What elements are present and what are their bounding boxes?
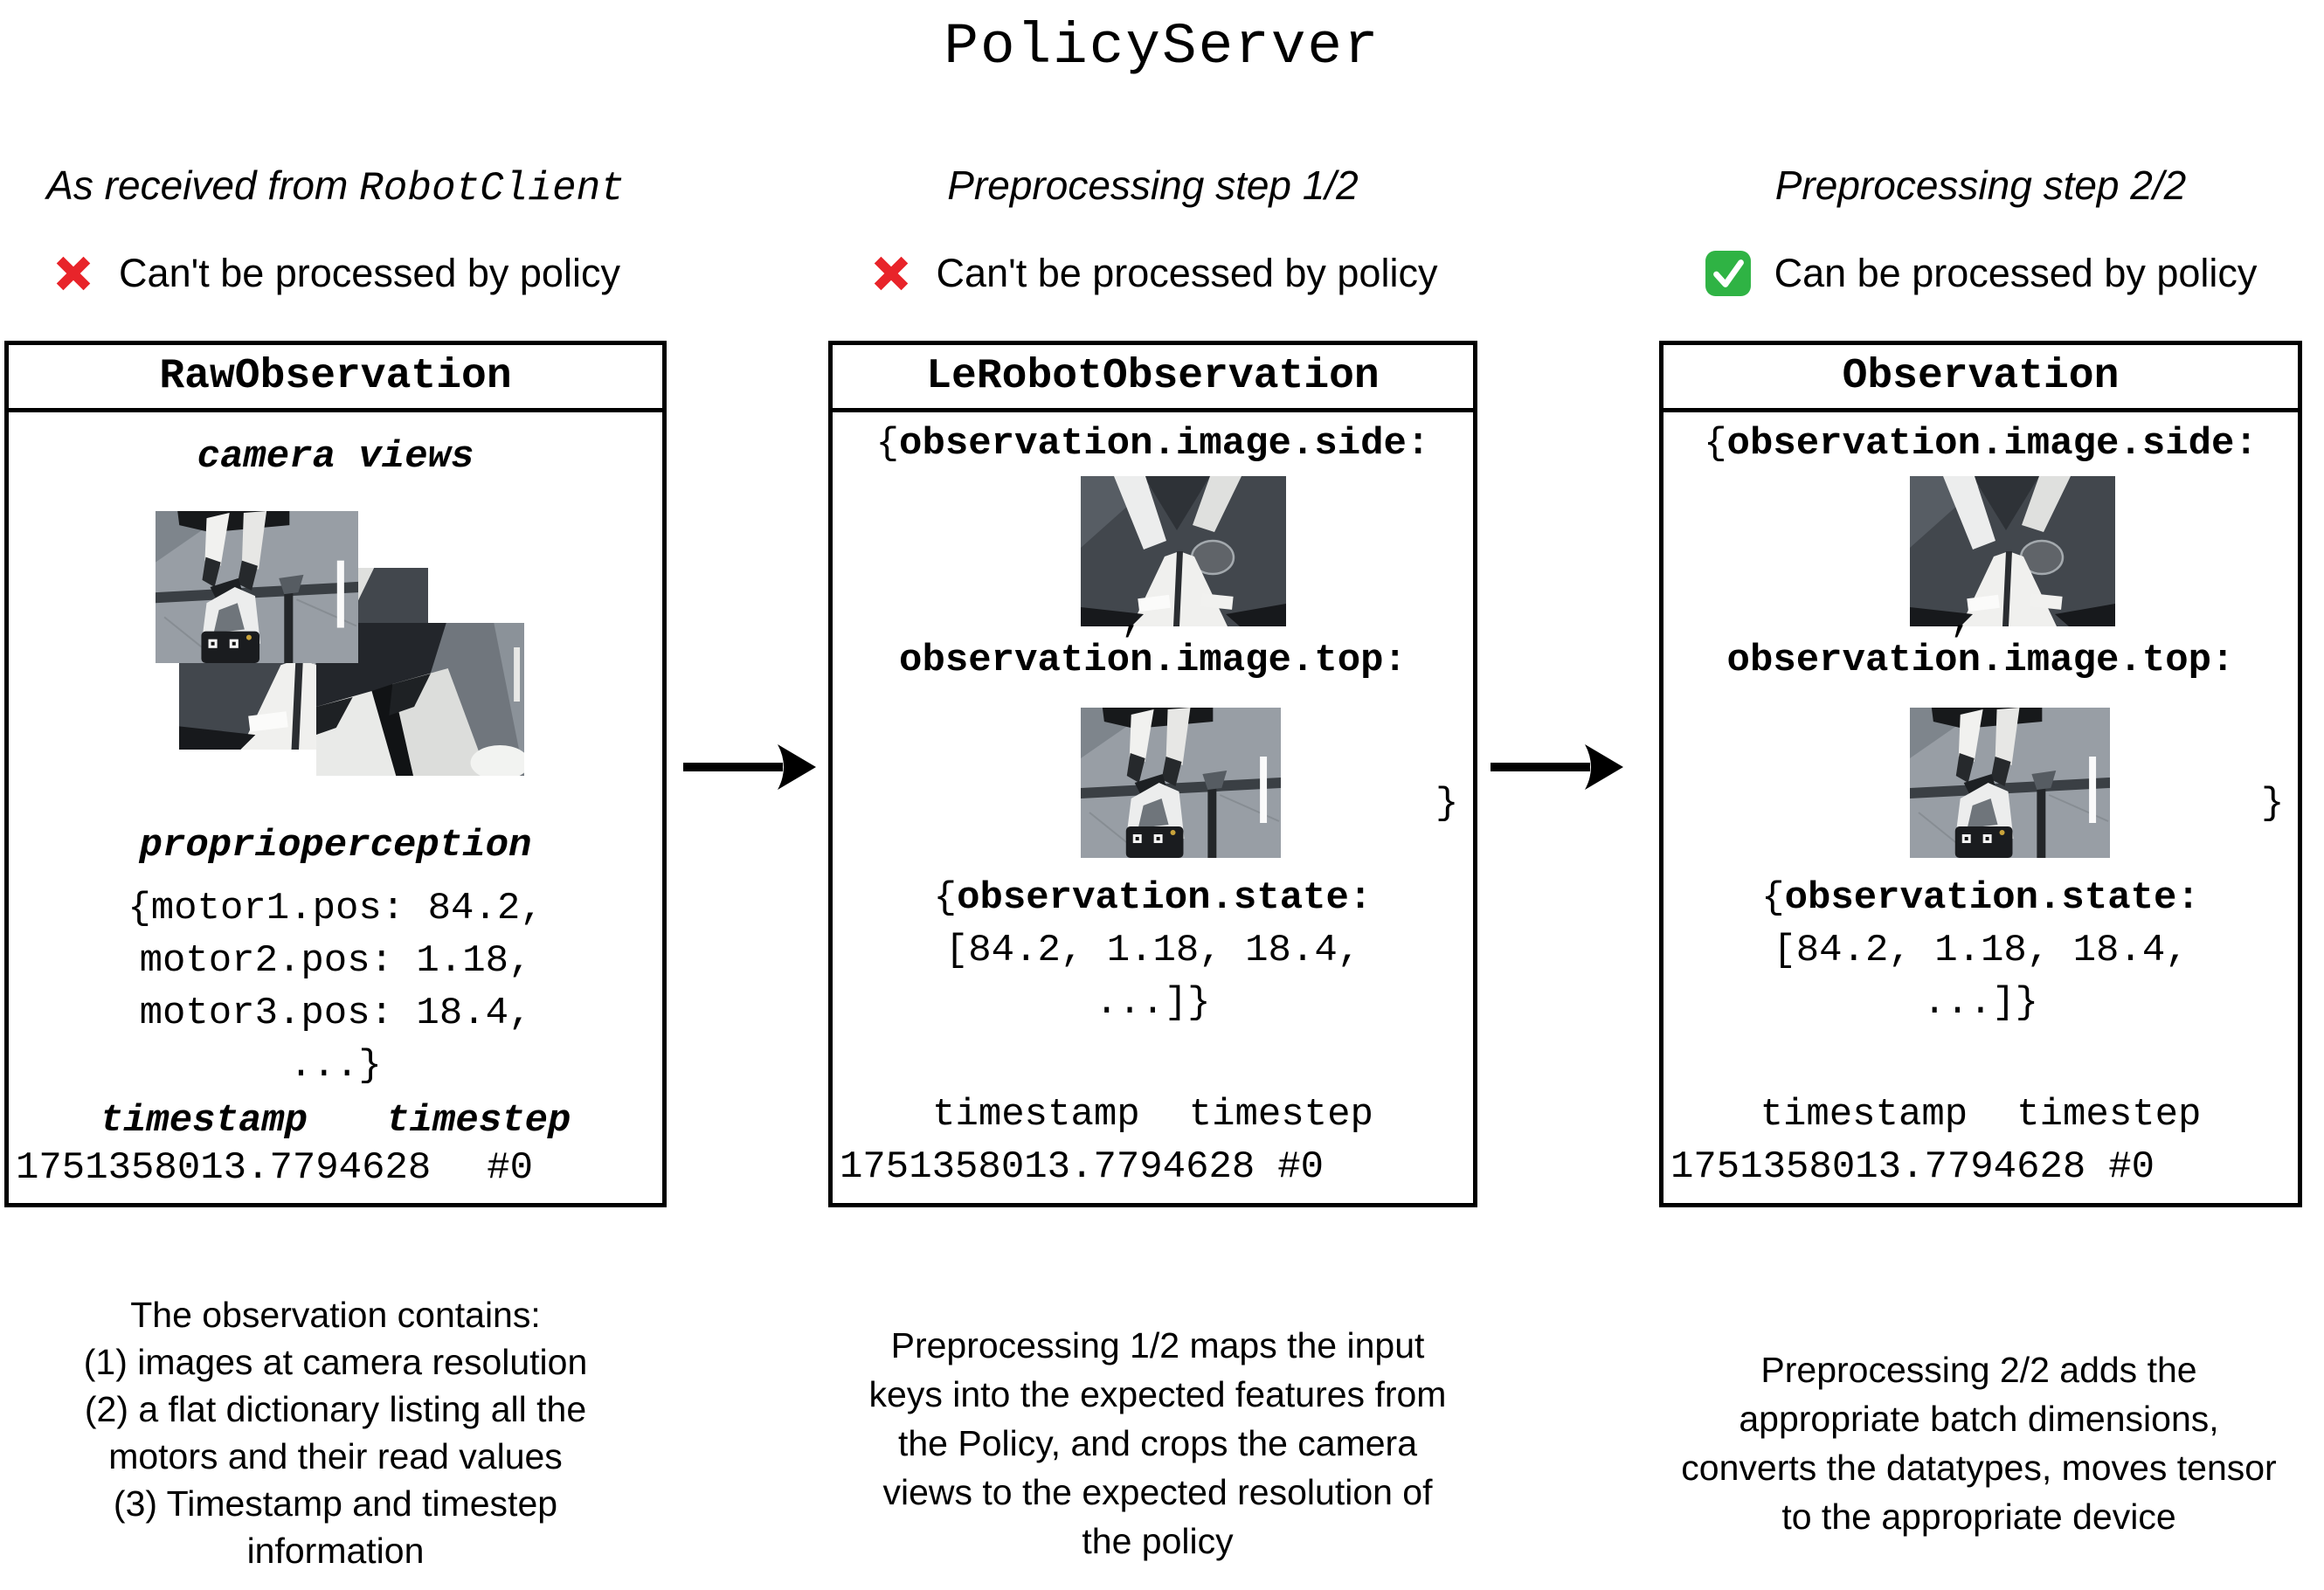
header-prefix: As received from [46, 162, 360, 208]
column-header-step1: Preprocessing step 1/2 [947, 162, 1359, 208]
timestep-label: timestep [1188, 1093, 1373, 1137]
camera-image-top [156, 511, 358, 663]
dict-key-state [833, 874, 1473, 923]
image-side-key: observation.image.side: [899, 422, 1430, 466]
caption-line: (1) images at camera resolution [83, 1342, 588, 1382]
dict-key-state [1663, 874, 2298, 923]
caption-line: Preprocessing 1/2 maps the input [890, 1325, 1425, 1365]
page-title: PolicyServer [944, 14, 1380, 80]
timestamp-timestep-values [9, 1144, 662, 1192]
status-cant-process-1 [0, 245, 671, 301]
comma: , [1950, 599, 1974, 643]
caption-line: (3) Timestamp and timestep [113, 1483, 558, 1524]
column-header-step2: Preprocessing step 2/2 [1774, 162, 2187, 208]
timestamp-value: 1751358013.7794628 [16, 1146, 432, 1190]
caption-line: The observation contains: [130, 1295, 541, 1335]
caption-line: motors and their read values [108, 1436, 563, 1476]
image-top-key: observation.image.top: [899, 639, 1407, 682]
camera-image-top [1081, 708, 1281, 858]
brace-open: { [875, 422, 900, 466]
timestamp-label: timestamp [1760, 1093, 1968, 1137]
timestamp-timestep-labels [1663, 1090, 2298, 1139]
caption-line: information [246, 1531, 425, 1571]
timestep-value: #0 [1277, 1145, 1325, 1189]
raw-observation-caption [12, 1291, 659, 1574]
caption-line: to the appropriate device [1781, 1497, 2176, 1537]
check-mark-icon [1705, 250, 1752, 297]
timestep-label: timestep [386, 1099, 571, 1143]
state-close: ...]} [1922, 981, 2039, 1025]
cross-mark-icon [868, 251, 914, 296]
camera-image-side [1081, 476, 1286, 626]
image-side-key: observation.image.side: [1726, 422, 2258, 466]
brace-open: { [1704, 422, 1727, 466]
preprocessing-1-caption [808, 1321, 1507, 1566]
caption-line: the Policy, and crops the camera [897, 1423, 1418, 1463]
state-key: observation.state: [957, 876, 1373, 920]
status-label: Can't be processed by policy [119, 251, 620, 295]
timestamp-timestep-labels [9, 1096, 662, 1145]
timestep-value: #0 [487, 1146, 534, 1190]
caption-line: views to the expected resolution of [882, 1472, 1433, 1512]
timestamp-timestep-values [833, 1143, 1473, 1192]
camera-image-side [1910, 476, 2115, 626]
column-header-raw [0, 159, 671, 211]
timestep-value: #0 [2108, 1145, 2155, 1189]
timestamp-value: 1751358013.7794628 [1670, 1145, 2086, 1189]
arrow-right-icon [680, 739, 820, 795]
proprioperception-label: proprioperception [139, 824, 532, 868]
status-can-process [1659, 245, 2302, 301]
dict-close-line: ...} [289, 1044, 382, 1088]
timestamp-label: timestamp [100, 1099, 308, 1143]
caption-line: converts the datatypes, moves tensor [1681, 1448, 2277, 1488]
state-close: ...]} [1095, 981, 1211, 1025]
motor-line: motor2.pos: 1.18, [139, 939, 532, 983]
arrow-right-icon [1487, 739, 1627, 795]
state-values: [84.2, 1.18, 18.4, [944, 929, 1361, 972]
cross-mark-icon [51, 251, 96, 296]
caption-line: keys into the expected features from [868, 1374, 1447, 1414]
lerobot-observation-box [828, 341, 1477, 1207]
status-label: Can be processed by policy [1774, 251, 2258, 295]
status-cant-process-2 [828, 245, 1477, 301]
dict-key-image-top [833, 636, 1473, 685]
caption-line: Preprocessing 2/2 adds the [1760, 1350, 2197, 1390]
timestamp-timestep-labels [833, 1090, 1473, 1139]
timestep-label: timestep [2016, 1093, 2202, 1137]
dict-key-image-side [1663, 419, 2298, 468]
comma: , [1121, 599, 1145, 643]
timestamp-value: 1751358013.7794628 [840, 1145, 1255, 1189]
preprocessing-2-caption [1634, 1345, 2324, 1541]
motor-line: {motor1.pos: 84.2, [128, 887, 543, 930]
box-title: RawObservation [9, 345, 662, 412]
status-label: Can't be processed by policy [936, 251, 1438, 295]
image-top-key: observation.image.top: [1726, 639, 2235, 682]
brace-open: { [1761, 876, 1785, 920]
brace-open: { [933, 876, 958, 920]
timestamp-timestep-values [1663, 1143, 2298, 1192]
caption-line: the policy [1082, 1521, 1234, 1561]
header-robotclient-code: RobotClient [359, 166, 625, 211]
caption-line: appropriate batch dimensions, [1739, 1399, 2219, 1439]
dict-key-image-top [1663, 636, 2298, 685]
motor-line: motor3.pos: 18.4, [139, 992, 532, 1035]
camera-views-label: camera views [197, 435, 474, 479]
box-title: Observation [1663, 345, 2298, 412]
brace-close: } [2261, 782, 2285, 826]
brace-close: } [1435, 782, 1459, 826]
camera-image-top [1910, 708, 2110, 858]
state-values: [84.2, 1.18, 18.4, [1773, 929, 2189, 972]
observation-box [1659, 341, 2302, 1207]
state-key: observation.state: [1784, 876, 2200, 920]
box-title: LeRobotObservation [833, 345, 1473, 412]
raw-observation-box [4, 341, 667, 1207]
caption-line: (2) a flat dictionary listing all the [84, 1389, 587, 1429]
dict-key-image-side [833, 419, 1473, 468]
timestamp-label: timestamp [932, 1093, 1140, 1137]
